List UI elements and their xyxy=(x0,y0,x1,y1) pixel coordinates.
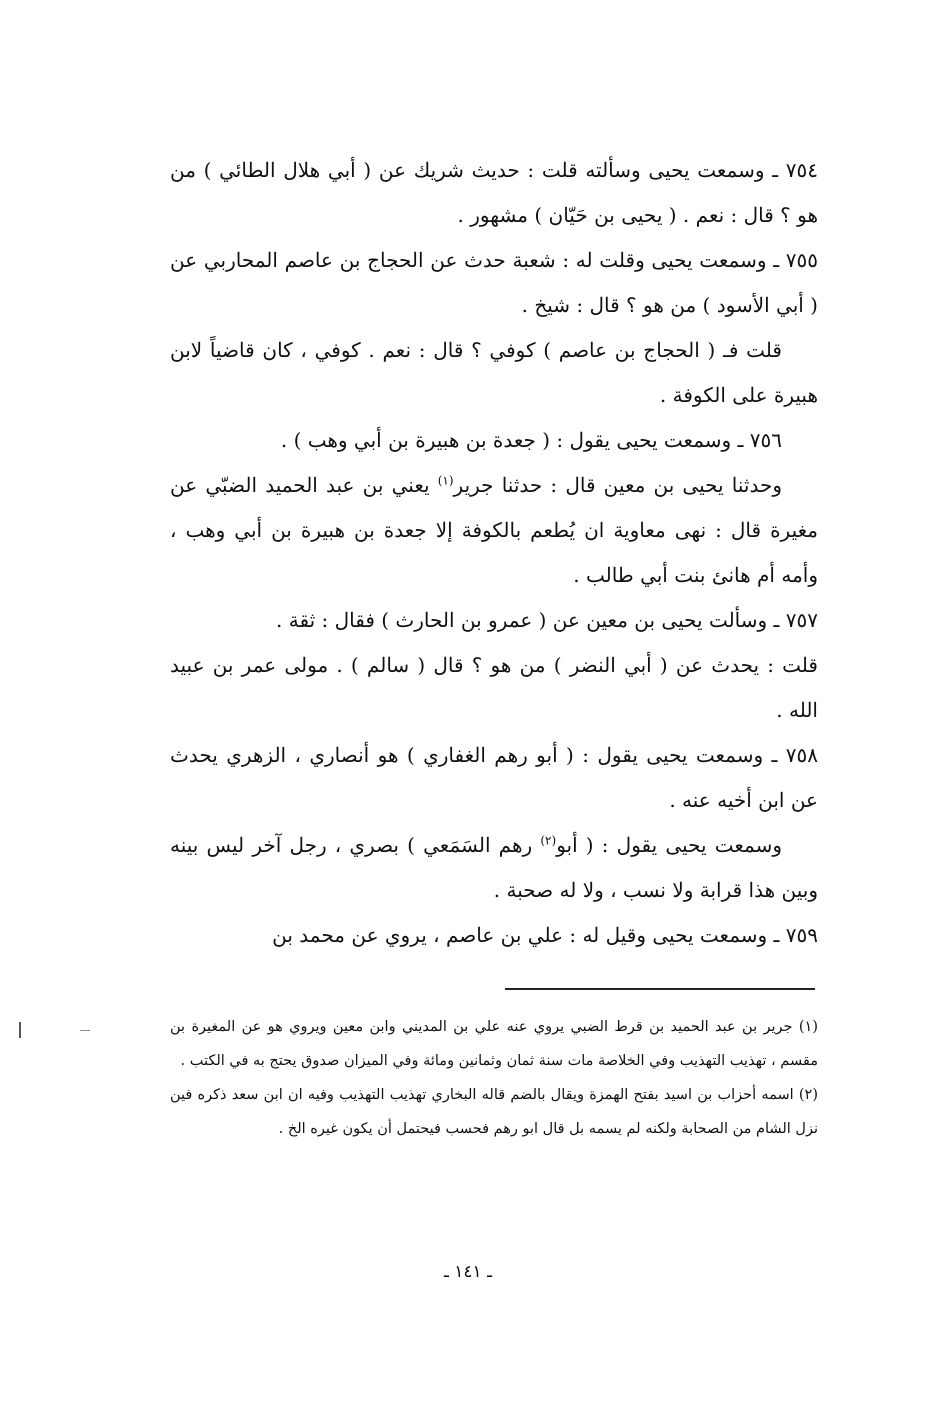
entry-756-continued xyxy=(170,463,818,598)
entry-759: ٧٥٩ ـ وسمعت يحيى وقيل له : علي بن عاصم ، يروي عن محمد بن xyxy=(272,923,818,947)
entry-757-continued: قلت : يحدث عن ( أبي النضر ) من هو ؟ قال ( سالم ) . مولى عمر بن عبيد الله . xyxy=(170,653,818,722)
footnote-separator xyxy=(505,988,815,990)
footnote-1: (١) جرير بن عبد الحميد بن قرط الضبي يروي عنه علي بن المديني وابن معين ويروي هو عن المغيرة بن مقسم ، تهذيب التهذيب وفي الخلاصة مات سنة ثمان وثمانين ومائة وفي الميزان صدوق يحتج به في الكتب . xyxy=(170,1019,818,1069)
entry-758-continued xyxy=(170,823,818,913)
text-segment: يعني بن عبد الحميد الضبّي عن مغيرة قال : نهى معاوية ان يُطعم بالكوفة إلا جعدة بن هبيرة بن أبي وهب ، وأمه أم هانئ بنت أبي طالب . xyxy=(170,473,818,587)
text-segment: وسمعت يحيى يقول : ( أبو xyxy=(556,833,783,857)
entry-754: ٧٥٤ ـ وسمعت يحيى وسألته قلت : حديث شريك عن ( أبي هلال الطائي ) من هو ؟ قال : نعم . ( يحيى بن حَيّان ) مشهور . xyxy=(170,158,818,227)
main-text xyxy=(170,148,818,958)
entry-755-continued: قلت فـ ( الحجاج بن عاصم ) كوفي ؟ قال : نعم . كوفي ، كان قاضياً لابن هبيرة على الكوفة . xyxy=(170,338,818,407)
text-segment: وحدثنا يحيى بن معين قال : حدثنا جرير xyxy=(453,473,782,497)
footnote-ref-1[interactable]: (١) xyxy=(437,473,454,488)
footnote-2: (٢) اسمه أحزاب بن اسيد بفتح الهمزة ويقال بالضم قاله البخاري تهذيب التهذيب وفيه ان ابن سعد ذكره فين نزل الشام من الصحابة ولكنه لم يسمه بل قال ابو رهم فحسب فيحتمل أن يكون غيره الخ . xyxy=(170,1087,818,1137)
page-number: ـ ١٤١ ـ xyxy=(443,1262,493,1282)
entry-756: ٧٥٦ ـ وسمعت يحيى يقول : ( جعدة بن هبيرة بن أبي وهب ) . xyxy=(280,428,782,452)
footnotes xyxy=(170,1010,818,1146)
scan-artifact xyxy=(19,1022,21,1038)
entry-757: ٧٥٧ ـ وسألت يحيى بن معين عن ( عمرو بن الحارث ) فقال : ثقة . xyxy=(276,608,818,632)
entry-758: ٧٥٨ ـ وسمعت يحيى يقول : ( أبو رهم الغفاري ) هو أنصاري ، الزهري يحدث عن ابن أخيه عنه . xyxy=(170,743,818,812)
footnote-ref-2[interactable]: (٢) xyxy=(540,833,557,848)
scan-artifact xyxy=(80,1030,90,1031)
text-segment: رهم السَمَعي ) بصري ، رجل آخر ليس بينه وبين هذا قرابة ولا نسب ، ولا له صحبة . xyxy=(170,833,818,902)
entry-755: ٧٥٥ ـ وسمعت يحيى وقلت له : شعبة حدث عن الحجاج بن عاصم المحاربي عن ( أبي الأسود ) من هو ؟ قال : شيخ . xyxy=(170,248,818,317)
